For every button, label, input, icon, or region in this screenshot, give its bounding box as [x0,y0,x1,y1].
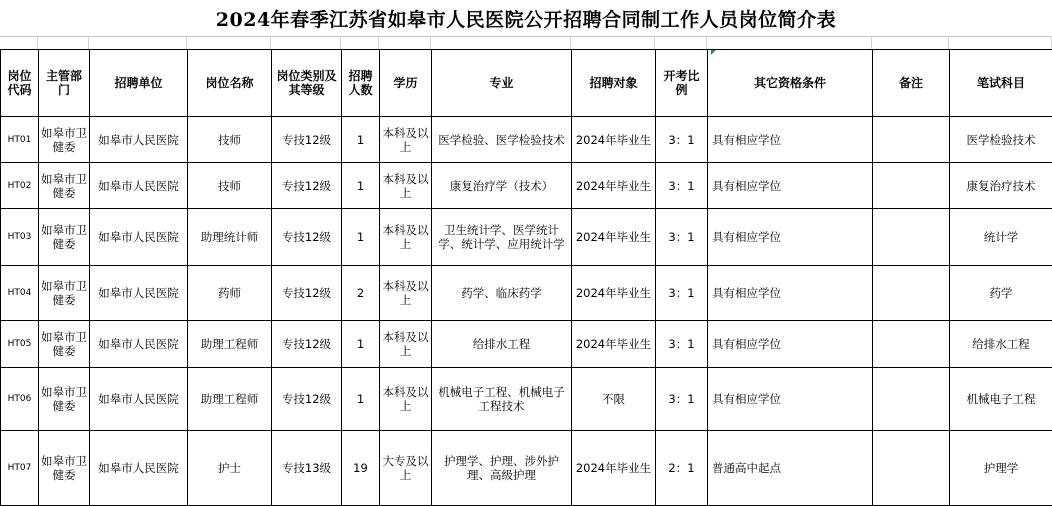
cell-unit[interactable]: 如皋市人民医院 [90,431,188,506]
cell-comment-marker [711,50,716,55]
cell-dept[interactable]: 如皋市卫健委 [39,368,90,431]
cell-count[interactable]: 1 [342,163,380,209]
cell-other[interactable]: 具有相应学位 [708,117,873,163]
table-row [1,368,1052,431]
cell-target[interactable]: 2024年毕业生 [572,117,656,163]
table-row [1,321,1052,368]
cell-count[interactable]: 1 [342,321,380,368]
header-ratio: 开考比例 [656,50,708,117]
cell-ratio[interactable]: 3：1 [656,266,708,321]
cell-major[interactable]: 康复治疗学（技术） [432,163,572,209]
cell-unit[interactable]: 如皋市人民医院 [90,321,188,368]
cell-post[interactable]: 助理工程师 [188,321,272,368]
cell-dept[interactable]: 如皋市卫健委 [39,163,90,209]
cell-note[interactable] [873,209,950,266]
cell-note[interactable] [873,117,950,163]
header-post: 岗位名称 [188,50,272,117]
cell-code[interactable]: HT01 [1,117,39,163]
cell-dept[interactable]: 如皋市卫健委 [39,431,90,506]
table-row [1,431,1052,506]
cell-note[interactable] [873,431,950,506]
cell-other[interactable]: 普通高中起点 [708,431,873,506]
cell-ratio[interactable]: 2：1 [656,431,708,506]
cell-dept[interactable]: 如皋市卫健委 [39,117,90,163]
cell-ratio[interactable]: 3：1 [656,209,708,266]
header-other: 其它资格条件 [708,50,873,117]
cell-count[interactable]: 1 [342,117,380,163]
cell-unit[interactable]: 如皋市人民医院 [90,209,188,266]
cell-edu[interactable]: 本科及以上 [380,163,432,209]
table-row [1,163,1052,209]
header-unit: 招聘单位 [90,50,188,117]
spacer-row [0,36,1052,49]
cell-major[interactable]: 给排水工程 [432,321,572,368]
cell-code[interactable]: HT03 [1,209,39,266]
cell-count[interactable]: 19 [342,431,380,506]
header-dept: 主管部门 [39,50,90,117]
cell-dept[interactable]: 如皋市卫健委 [39,209,90,266]
cell-post[interactable]: 药师 [188,266,272,321]
header-major: 专业 [432,50,572,117]
table-row [1,266,1052,321]
cell-exam[interactable]: 统计学 [950,209,1052,266]
header-note: 备注 [873,50,950,117]
cell-other[interactable]: 具有相应学位 [708,209,873,266]
cell-post[interactable]: 助理工程师 [188,368,272,431]
cell-other[interactable]: 具有相应学位 [708,321,873,368]
cell-code[interactable]: HT02 [1,163,39,209]
cell-target[interactable]: 2024年毕业生 [572,266,656,321]
header-edu: 学历 [380,50,432,117]
cell-other[interactable]: 具有相应学位 [708,163,873,209]
cell-exam[interactable]: 机械电子工程 [950,368,1052,431]
header-count: 招聘人数 [342,50,380,117]
cell-edu[interactable]: 本科及以上 [380,266,432,321]
cell-edu[interactable]: 本科及以上 [380,117,432,163]
cell-major[interactable]: 药学、临床药学 [432,266,572,321]
cell-unit[interactable]: 如皋市人民医院 [90,117,188,163]
cell-code[interactable]: HT05 [1,321,39,368]
cell-exam[interactable]: 药学 [950,266,1052,321]
cell-grade[interactable]: 专技12级 [272,163,342,209]
cell-exam[interactable]: 给排水工程 [950,321,1052,368]
cell-unit[interactable]: 如皋市人民医院 [90,266,188,321]
cell-exam[interactable]: 护理学 [950,431,1052,506]
cell-grade[interactable]: 专技12级 [272,117,342,163]
cell-target[interactable]: 2024年毕业生 [572,209,656,266]
header-grade: 岗位类别及其等级 [272,50,342,117]
cell-count[interactable]: 1 [342,209,380,266]
cell-post[interactable]: 技师 [188,163,272,209]
cell-code[interactable]: HT07 [1,431,39,506]
cell-code[interactable]: HT04 [1,266,39,321]
cell-major[interactable]: 医学检验、医学检验技术 [432,117,572,163]
cell-edu[interactable]: 大专及以上 [380,431,432,506]
position-table [0,49,1052,506]
cell-note[interactable] [873,321,950,368]
cell-dept[interactable]: 如皋市卫健委 [39,321,90,368]
cell-post[interactable]: 技师 [188,117,272,163]
cell-post[interactable]: 护士 [188,431,272,506]
header-target: 招聘对象 [572,50,656,117]
table-title: 2024年春季江苏省如皋市人民医院公开招聘合同制工作人员岗位简介表 [0,0,1052,37]
table-row [1,117,1052,163]
cell-target[interactable]: 2024年毕业生 [572,163,656,209]
cell-major[interactable]: 卫生统计学、医学统计学、统计学、应用统计学 [432,209,572,266]
cell-grade[interactable]: 专技12级 [272,209,342,266]
cell-note[interactable] [873,266,950,321]
cell-note[interactable] [873,163,950,209]
header-code: 岗位代码 [1,50,39,117]
cell-ratio[interactable]: 3：1 [656,117,708,163]
cell-edu[interactable]: 本科及以上 [380,209,432,266]
cell-ratio[interactable]: 3：1 [656,368,708,431]
cell-code[interactable]: HT06 [1,368,39,431]
cell-count[interactable]: 1 [342,368,380,431]
cell-target[interactable]: 2024年毕业生 [572,321,656,368]
cell-grade[interactable]: 专技12级 [272,368,342,431]
header-row [1,50,1052,117]
header-exam: 笔试科目 [950,50,1052,117]
table-row [1,209,1052,266]
cell-ratio[interactable]: 3：1 [656,321,708,368]
cell-edu[interactable]: 本科及以上 [380,321,432,368]
cell-grade[interactable]: 专技13级 [272,431,342,506]
cell-unit[interactable]: 如皋市人民医院 [90,163,188,209]
cell-count[interactable]: 2 [342,266,380,321]
cell-exam[interactable]: 医学检验技术 [950,117,1052,163]
cell-unit[interactable]: 如皋市人民医院 [90,368,188,431]
cell-exam[interactable]: 康复治疗技术 [950,163,1052,209]
cell-dept[interactable]: 如皋市卫健委 [39,266,90,321]
cell-ratio[interactable]: 3：1 [656,163,708,209]
cell-target[interactable]: 2024年毕业生 [572,431,656,506]
cell-note[interactable] [873,368,950,431]
cell-grade[interactable]: 专技12级 [272,266,342,321]
cell-major[interactable]: 护理学、护理、涉外护理、高级护理 [432,431,572,506]
cell-grade[interactable]: 专技12级 [272,321,342,368]
cell-edu[interactable]: 本科及以上 [380,368,432,431]
cell-major[interactable]: 机械电子工程、机械电子工程技术 [432,368,572,431]
cell-other[interactable]: 具有相应学位 [708,368,873,431]
cell-post[interactable]: 助理统计师 [188,209,272,266]
cell-other[interactable]: 具有相应学位 [708,266,873,321]
cell-target[interactable]: 不限 [572,368,656,431]
